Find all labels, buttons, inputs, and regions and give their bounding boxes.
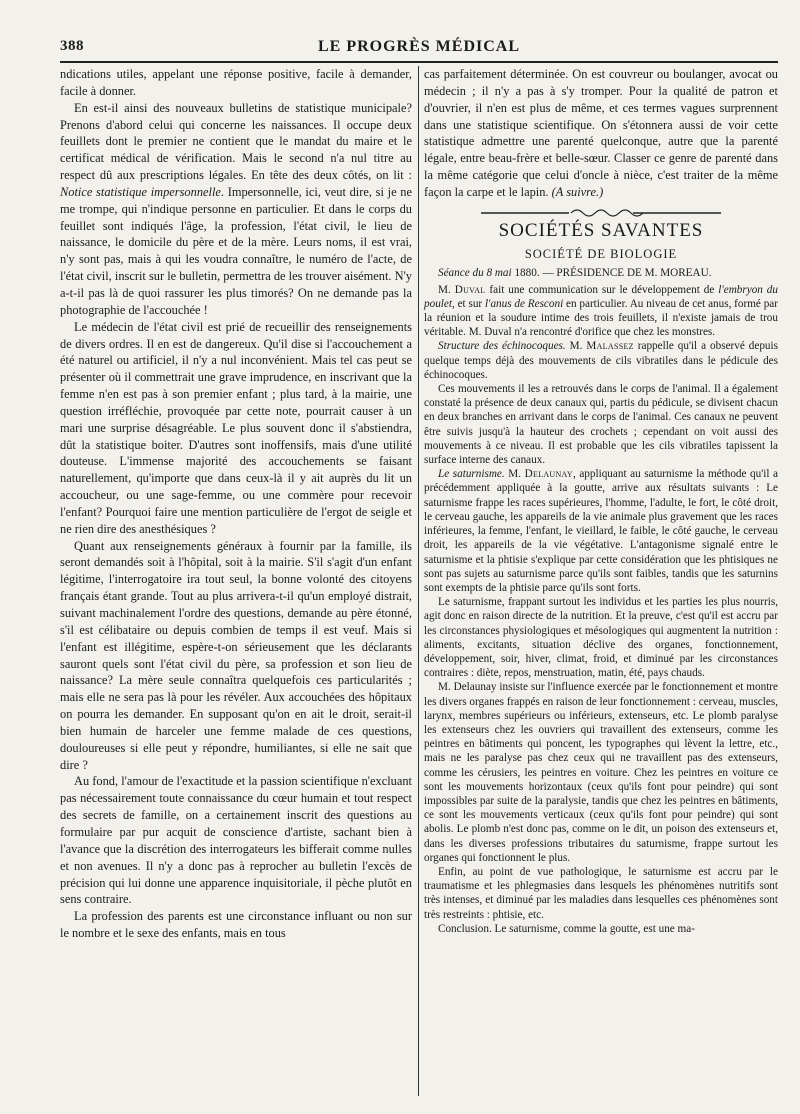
column-divider <box>418 66 419 1096</box>
section-heading: SOCIÉTÉS SAVANTES <box>498 219 704 241</box>
ornamental-divider <box>424 207 778 219</box>
paragraph: Le médecin de l'état civil est prié de recueillir des renseignements de divers ordres. Il en est de dangereux. Qu'il dise si l'accouchement a été naturel ou artificiel, il n'y a nul inconvénient. Mais tel cas peut se présenter où il commettrait une grave imprudence, en inscrivant que la femme n'en est pas à son premier enfant ; plus tard, à la mairie, une question irréfléchie, provoquée par cette note, pourrait causer à un mari une surprise désagréable. Le plus souvent donc il s'abstiendra, dût la statistique boiter. D'autres sont inoffensifs, mais d'une utilité douteuse. L'immense majorité des accouchements se faisant naturellement, qu'importe que dans ceux-là il y ait auprès du lit un accoucheur, ou une sage-femme, ou une commère pour recevoir l'enfant? Pourquoi faire une mention particulière de l'ergot de seigle et ne rien dire des anesthésiques ? <box>60 319 412 536</box>
left-column <box>60 66 412 942</box>
society-report <box>424 266 778 936</box>
paragraph: La profession des parents est une circonstance influant ou non sur le nombre et le sexe des enfants, mais en tous <box>60 909 412 941</box>
paragraph: Quant aux renseignements généraux à fournir par la famille, ils seront demandés soit à l'hôpital, soit à la mairie. S'il s'agit d'un enfant légitime, l'interrogatoire ira tout seul, la bonne volonté des citoyens français étant grande. Tout au plus arrivera-t-il qu'un employé distrait, suivant machinalement l'ordre des questions, demande au père étonné, s'il est célibataire ou depuis combien de temps il est veuf. Mais si l'enfant est illégitime, espère-t-on sérieusement que les déclarants sauront quels sont l'état civil du père, sa profession et son lieu de naissance? La mère seule connaîtra quelquefois ces particularités ; mais elle ne sera pas là pour les révéler. Aux accouchées des hôpitaux on pourra les demander. En supposant qu'on en ait le droit, serait-il bien humain de harceler une femme malade de ces questions, douloureuses si elle peut y répondre, humiliantes, si elle ne sait que dire ? <box>60 538 412 772</box>
header-rule <box>60 61 778 63</box>
sub-heading: SOCIÉTÉ DE BIOLOGIE <box>524 246 678 261</box>
paragraph: M. Delaunay insiste sur l'influence exercée par le fonctionnement et montre les divers organes frappés en raison de leur fonctionnement : cerveau, muscles, larynx, membres supérieurs ou inférieurs, extenseurs, etc. Le plomb paralyse les extenseurs chez les ouvriers qui travaillent des extenseurs, comme les peintres en bâtiments qui poncent, les typographes qui lèvent la lettre, etc., mais ne les paralyse pas chez ceux qui ne travaillent pas des extenseurs, comme les cérusiers, les peintres en voiture. Chez les peintres en voiture ce sont les mouvements horizontaux (ceux qu'ils font pour peindre) qui sont impossibles par suite de la paralysie, tandis que chez les peintres en bâtiments, ce sont les mouvements verticaux (ceux qu'ils font pour peindre) qui sont abolis. Le plomb n'est donc pas, comme on le dit, un poison des extenseurs et, dans les diverses professions tributaires du saturnisme, frappe surtout les organes qui fonctionnent le plus. <box>424 681 778 864</box>
paragraph: ndications utiles, appelant une réponse positive, facile à demander, facile à donner. <box>60 67 412 98</box>
page-header <box>60 36 778 60</box>
paragraph: Au fond, l'amour de l'exactitude et la passion scientifique n'excluant pas nécessairement toute connaissance du cœur humain et tout respect des secrets de famille, on a certainement inscrit des questions au formulaire par pur acquit de conscience d'artiste, sachant bien à l'avance que la discrétion des interrogateurs les bifferait comme nulles et non avenues. Il n'y a donc pas à reprocher au bulletin l'excès de précision qui lui donne une apparence inquisitoriale, il pèche plutôt en sens contraire. <box>60 774 412 907</box>
paragraph: Conclusion. Le saturnisme, comme la goutte, est une ma- <box>438 922 695 935</box>
ornament-icon <box>481 207 721 219</box>
session-line: Séance du 8 mai 1880. — PRÉSIDENCE DE M. MOREAU. <box>438 267 712 280</box>
paragraph: cas parfaitement déterminée. On est couvreur ou boulanger, avocat ou médecin ; il n'y a pas à s'y tromper. Pour la qualité de patron et d'ouvrier, il n'en est plus de même, et ces termes vagues surprennent dans une statistique scientifique. On s'étonnera aussi de voir cette statistique admettre une parenté quelconque, autre que la parenté légale, entre beau-frère et belle-sœur. Classer ce genre de parenté dans la même catégorie que celui d'oncle à nièce, c'est traiter de la même façon la carpe et le lapin. (A suivre.) <box>424 67 778 199</box>
paragraph: Le saturnisme, frappant surtout les individus et les parties les plus nourris, agit donc en raison directe de la nutrition. Et la preuve, c'est qu'il est accru par les circonstances physiologiques et mésologiques qui augmentent la nutrition : aliments, excitants, situation déclive des organes, fonctionnement, développement, soir, hiver, climat, froid, et diminué par les circonstances contraires : diète, repos, menstruation, matin, été, pays chauds. <box>424 596 778 680</box>
paragraph: Enfin, au point de vue pathologique, le saturnisme est accru par le traumatisme et les phlegmasies dans lesquels les phénomènes nutritifs sont très intenses, et diminué par les maladies dans lesquelles ces phénomènes sont très restreints : phtisie, etc. <box>424 865 778 921</box>
paragraph: Le saturnisme. M. Delaunay, appliquant au saturnisme la méthode qu'il a précédemment appliquée à la goutte, arrive aux résultats suivants : Le saturnisme frappe les races supérieures, l'homme, l'adulte, le fort, le côté droit, le cerveau gauche, les appareils de la vie animale plus gravement que les races inférieures, la femme, l'enfant, le vieillard, le faible, le côté gauche, le cerveau droit, les appareils de la vie végétative. L'antagonisme signalé entre le saturnisme et la phtisie s'explique par cette considération que les phtisiques ne sont pas sujets au saturnisme parce qu'ils sont faibles, tandis que les saturnins sont exempts de la phtisie parce qu'ils sont forts. <box>424 468 778 594</box>
to-be-continued: (A suivre.) <box>551 184 604 199</box>
paragraph: En est-il ainsi des nouveaux bulletins de statistique municipale? Prenons d'abord celui qui concerne les naissances. Il occupe deux feuillets dont le premier ne contient que le mandat du maire et le certificat médical de vérification. Mais le second n'a nul titre au respect dû aux prescriptions légales. En tête des deux côtés, on lit : Notice statistique impersonnelle. Impersonnelle, ici, veut dire, si je ne me trompe, qui n'indique personne en particulier. Et dans le corps du feuillet sont indiqués l'âge, la profession, l'état civil, le lieu de naissance, le domicile du père et de la mère. Leurs noms, il est vrai, n'y sont pas, mais à qui les voudra connaître, le numéro de l'acte, de l'état civil, inscrit sur le bulletin, permettra de les trouver aisément. N'y a-t-il pas là de quoi rassurer les plus timorés? On ne demande pas la photographie de l'accouchée ! <box>60 100 412 317</box>
paragraph: M. Duval fait une communication sur le développement de l'embryon du poulet, et sur l'anus de Resconi en particulier. Au niveau de cet anus, formé par la réunion et la soudure intime des trois feuillets, il n'existe jamais de trou véritable. M. Duval n'a rencontré d'orifice que chez les monstres. <box>424 283 778 339</box>
right-column <box>424 66 778 936</box>
page-number: 388 <box>60 38 84 54</box>
paragraph: Structure des échinocoques. M. Malassez rappelle qu'il a observé depuis quelque temps déjà des mouvements de cils vibratiles dans le pédicule des échinocoques. <box>424 340 778 381</box>
paragraph: Ces mouvements il les a retrouvés dans le corps de l'animal. Il a également constaté la présence de deux canaux qui, partis du pédicule, se divisent chacun en deux branches en arrivant dans le corps de l'animal. Ces canaux ne peuvent être suivis jusqu'à la hauteur des crochets ; cependant on voit aussi des mouvements à ce niveau. Il est probable que les cils vibratiles tapissent la surface interne des canaux. <box>424 383 778 467</box>
journal-title: LE PROGRÈS MÉDICAL <box>317 38 521 55</box>
